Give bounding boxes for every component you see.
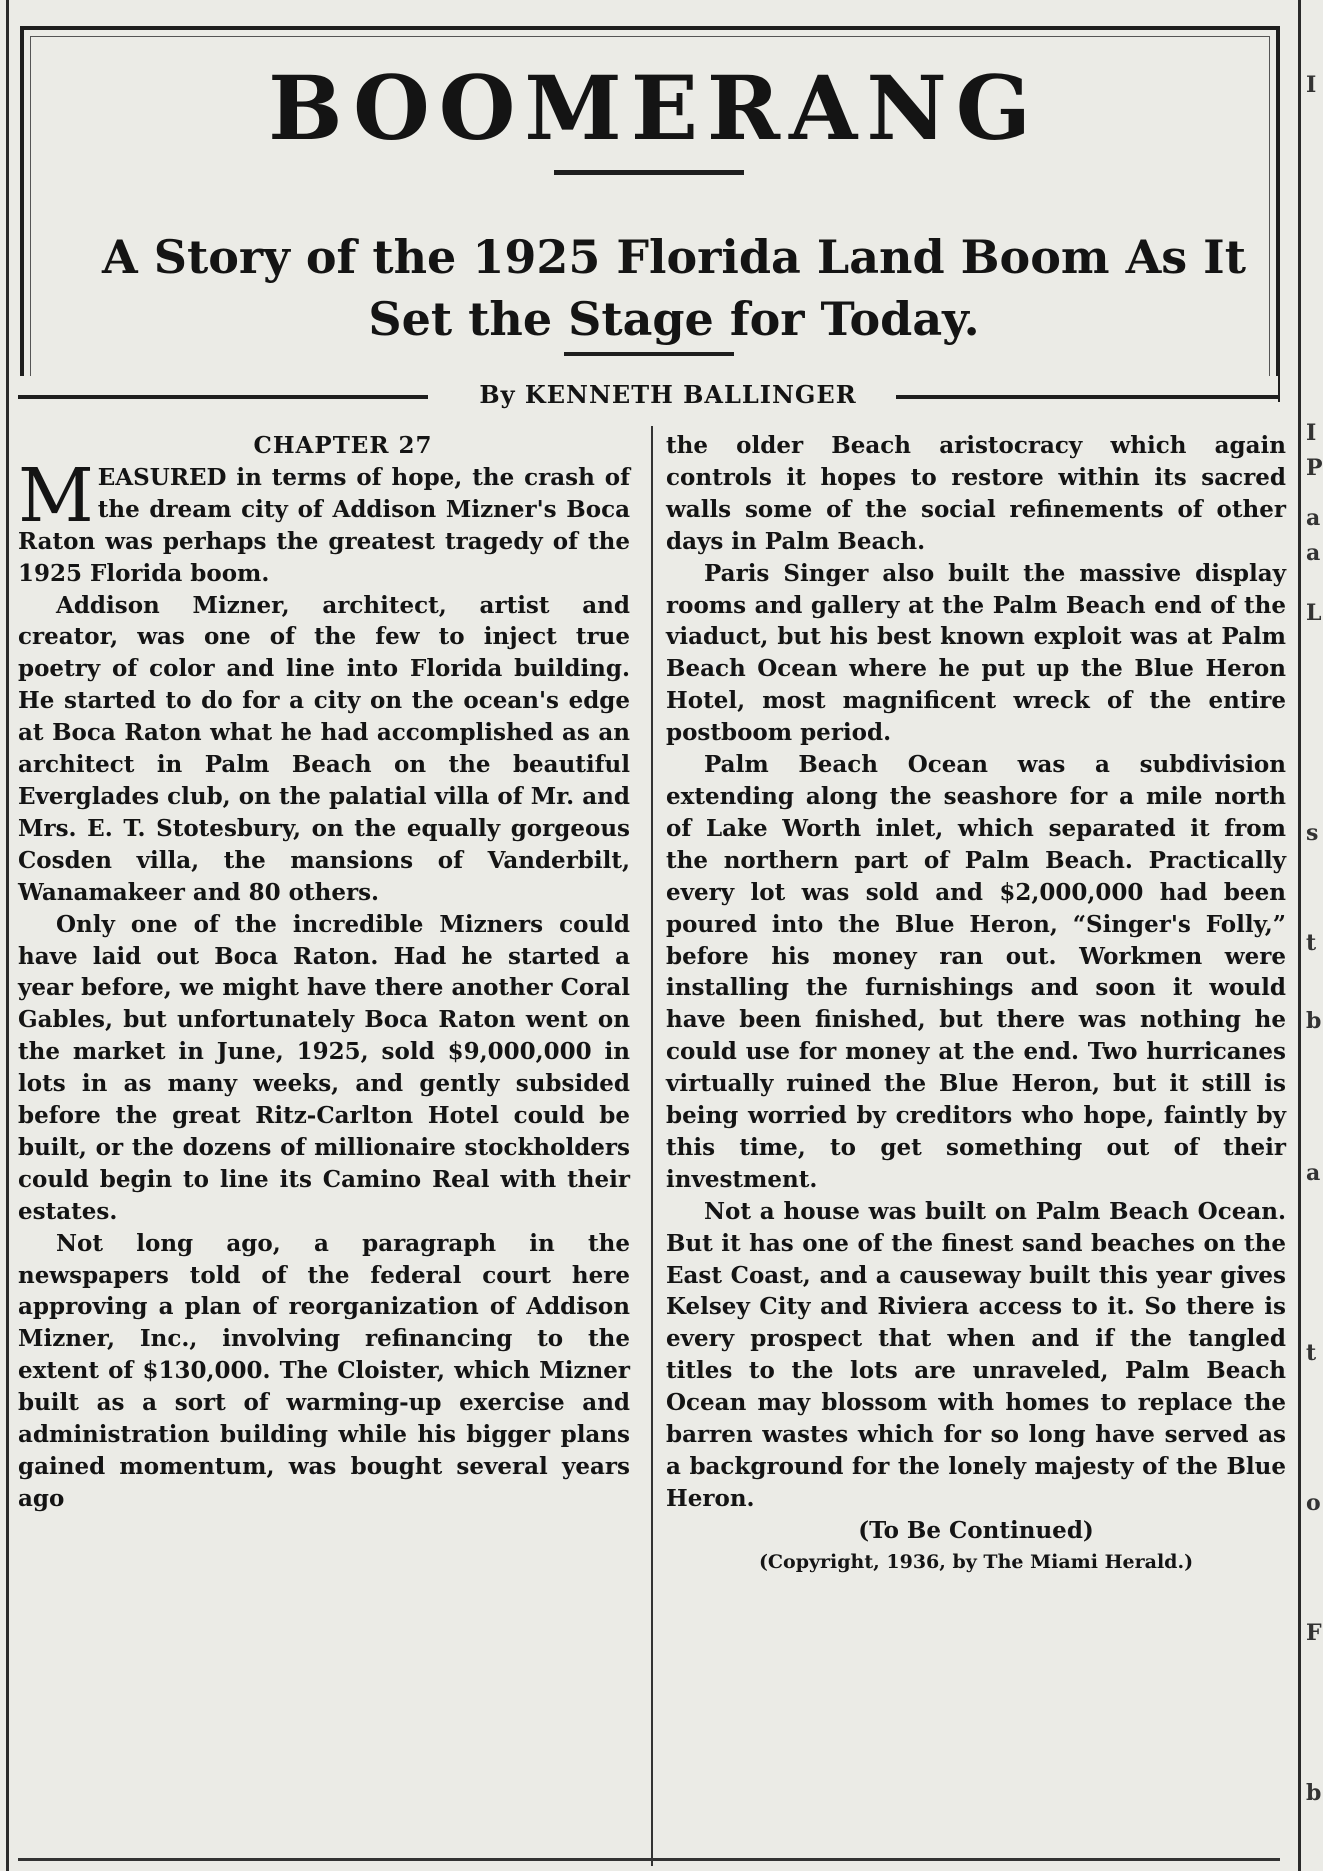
edge-letter: a xyxy=(1306,505,1321,531)
edge-letter: a xyxy=(1306,540,1321,566)
paragraph-7: Palm Beach Ocean was a subdivision extending along the seashore for a mile north of Lake Worth inlet, which separated it from the northern part of Palm Beach. Practically every lot was sold and $2,000,000 had been poured into the Blue Heron, “Singer's Folly,” before his money ran out. Workmen were installing the furnishings and soon it would have been finished, but there was nothing he could use for money at the end. Two hurricanes virtually ruined the Blue Heron, but it still is being worried by creditors who hope, faintly by this time, to get something out of their investment. xyxy=(666,751,1286,1193)
paragraph-5: the older Beach aristocracy which again controls it hopes to restore within its sacred walls some of the social refinements of other days in Palm Beach. xyxy=(666,432,1286,555)
byline: By KENNETH BALLINGER xyxy=(479,380,857,409)
edge-letter: t xyxy=(1306,1340,1317,1366)
article-subtitle: A Story of the 1925 Florida Land Boom As It Set the Stage for Today. xyxy=(102,230,1246,346)
paragraph-1 xyxy=(18,452,630,590)
paragraph-1-text: in terms of hope, the crash of the dream city of Addison Mizner's Boca Raton was perhaps the greatest tragedy of the 1925 Florida boom. xyxy=(18,463,630,587)
title-rule xyxy=(554,170,744,175)
edge-letter: b xyxy=(1306,1780,1322,1806)
to-be-continued: (To Be Continued) xyxy=(858,1516,1094,1544)
headline-box xyxy=(20,26,1280,402)
copyright-notice: (Copyright, 1936, by The Miami Herald.) xyxy=(758,1550,1194,1573)
edge-letter: b xyxy=(1306,1008,1322,1034)
paragraph-4: Not long ago, a paragraph in the newspapers told of the federal court here approving a plan of reorganization of Addison Mizner, Inc., involving refinancing to the extent of $130,000. The Cloister, which Mizner built as a sort of warming-up exercise and administration building while his bigger plans gained momentum, was bought several years ago xyxy=(18,1229,630,1512)
drop-cap: M xyxy=(18,452,94,539)
first-word: EASURED xyxy=(97,463,227,491)
edge-letter: F xyxy=(1306,1620,1322,1646)
byline-rule-left xyxy=(18,395,428,399)
edge-letter: I xyxy=(1306,420,1317,446)
edge-letter: L xyxy=(1306,600,1322,626)
article-title: BOOMERANG xyxy=(268,56,1040,160)
edge-letter: o xyxy=(1306,1490,1321,1516)
byline-rule-right xyxy=(896,395,1278,399)
edge-letter: I xyxy=(1306,72,1317,98)
column-divider xyxy=(651,426,653,1866)
edge-letter: t xyxy=(1306,930,1317,956)
left-column xyxy=(18,430,630,1515)
paragraph-2: Addison Mizner, architect, artist and creator, was one of the few to inject true poetry of color and line into Florida building. He started to do for a city on the ocean's edge at Boca Raton what he had accomplished as an architect in Palm Beach on the beautiful Everglades club, on the palatial villa of Mr. and Mrs. E. T. Stotesbury, on the equally gorgeous Cosden villa, the mansions of Vanderbilt, Wanamakeer and 80 others. xyxy=(18,591,630,906)
paragraph-3: Only one of the incredible Mizners could have laid out Boca Raton. Had he started a year before, we might have there another Coral Gables, but unfortunately Boca Raton went on the market in June, 1925, sold $9,000,000 in lots in as many weeks, and gently subsided before the great Ritz-Carlton Hotel could be built, or the dozens of millionaire stockholders could begin to line its Camino Real with their estates. xyxy=(18,910,630,1225)
edge-letter: a xyxy=(1306,1160,1321,1186)
byline-row xyxy=(18,376,1278,416)
subtitle-rule xyxy=(564,352,734,356)
bottom-rule xyxy=(18,1858,1280,1861)
chapter-heading: CHAPTER 27 xyxy=(253,432,433,459)
page-right-rule xyxy=(1298,0,1301,1871)
edge-letter: P xyxy=(1306,455,1323,481)
paragraph-6: Paris Singer also built the massive display rooms and gallery at the Palm Beach end of the viaduct, but his best known exploit was at Palm Beach Ocean where he put up the Blue Heron Hotel, most magnificent wreck of the entire postboom period. xyxy=(666,559,1286,747)
right-column xyxy=(666,430,1286,1579)
adjacent-column-edge xyxy=(1304,0,1323,1871)
paragraph-8: Not a house was built on Palm Beach Ocean. But it has one of the finest sand beaches on the East Coast, and a causeway built this year gives Kelsey City and Riviera access to it. So there is every prospect that when and if the tangled titles to the lots are unraveled, Palm Beach Ocean may blossom with homes to replace the barren wastes which for so long have served as a background for the lonely majesty of the Blue Heron. xyxy=(666,1197,1286,1512)
edge-letter: s xyxy=(1306,820,1319,846)
page-left-rule xyxy=(6,0,9,1871)
